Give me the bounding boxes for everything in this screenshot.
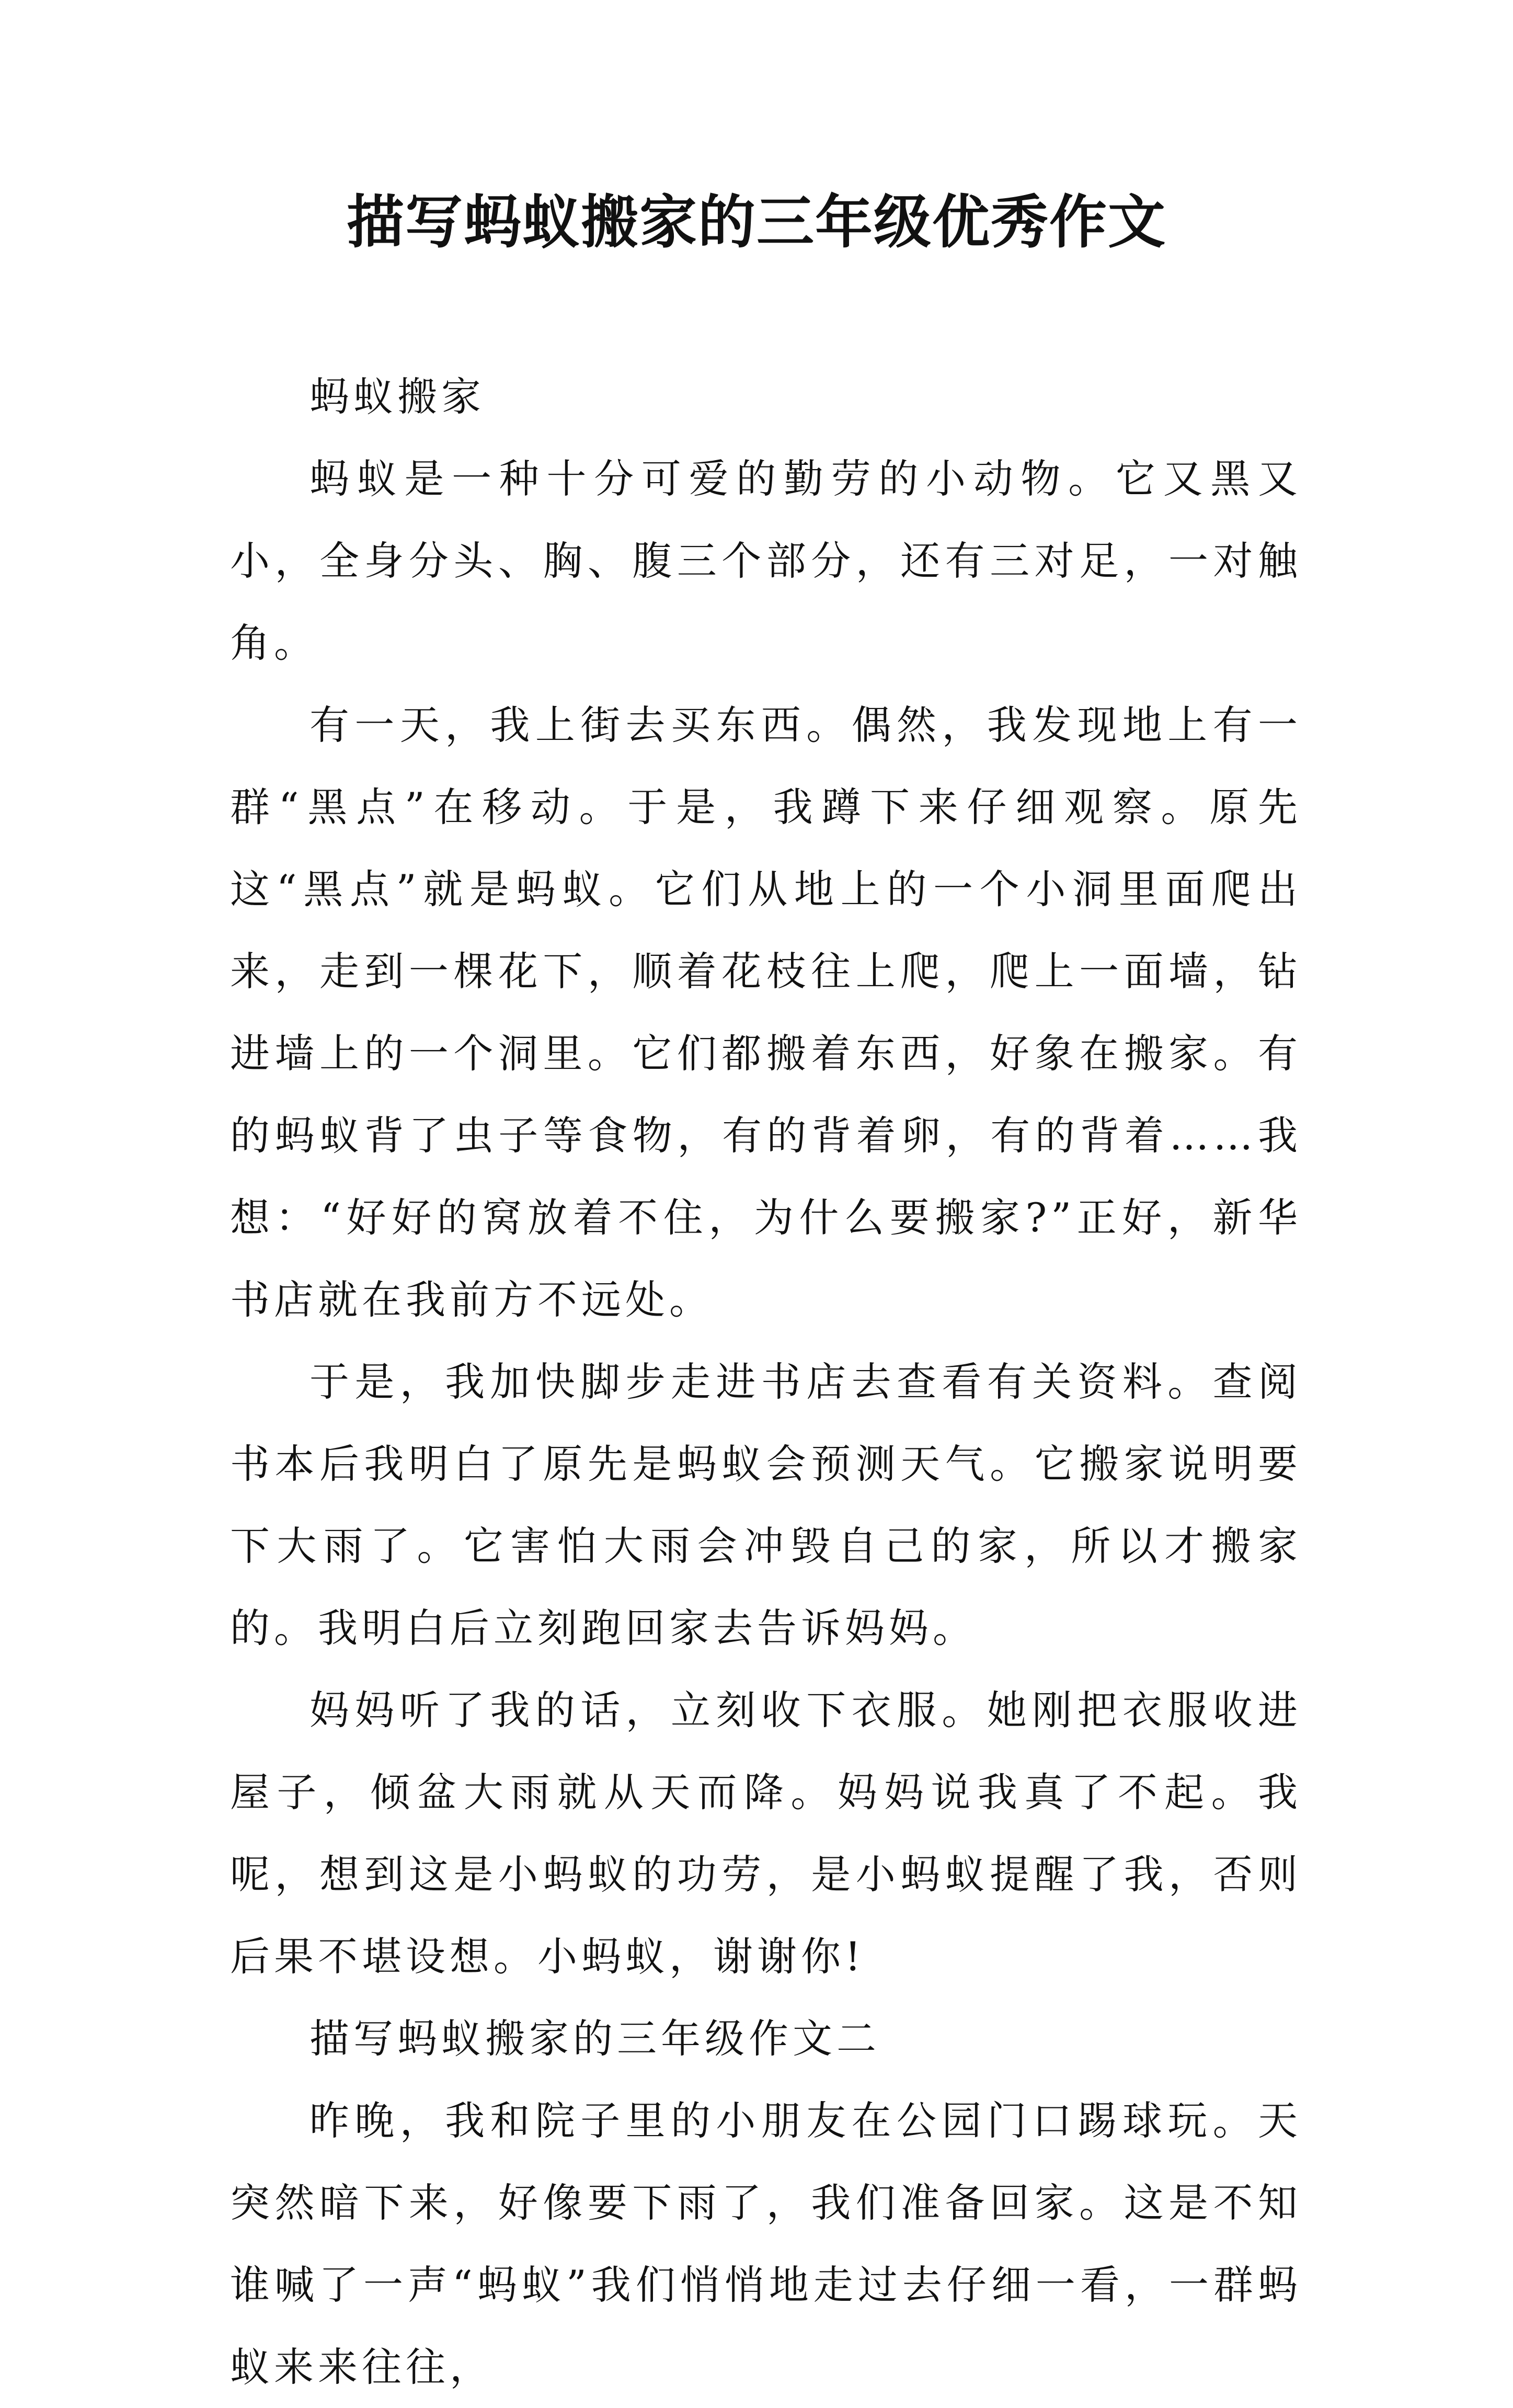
section-heading: 蚂蚁搬家: [310, 373, 485, 420]
section-heading: 描写蚂蚁搬家的三年级作文二: [310, 2015, 880, 2062]
paragraph: 昨晚，我和院子里的小朋友在公园门口踢球玩。天突然暗下来，好像要下雨了，我们准备回家。这是不知谁喊了一声“蚂蚁”我们悄悄地走过去仔细一看，一群蚂蚁来来往往，: [230, 2097, 1302, 2390]
paragraph: 蚂蚁是一种十分可爱的勤劳的小动物。它又黑又小，全身分头、胸、腹三个部分，还有三对足，一对触角。: [230, 455, 1302, 666]
paragraph: 有一天，我上街去买东西。偶然，我发现地上有一群“黑点”在移动。于是，我蹲下来仔细观察。原先这“黑点”就是蚂蚁。它们从地上的一个小洞里面爬出来，走到一棵花下，顺着花枝往上爬，爬上一面墙，钻进墙上的一个洞里。它们都搬着东西，好象在搬家。有的蚂蚁背了虫子等食物，有的背着卵，有的背着……我想：“好好的窝放着不住，为什么要搬家?”正好，新华书店就在我前方不远处。: [230, 702, 1302, 1323]
document-body: [230, 356, 1302, 2408]
document-title: 描写蚂蚁搬家的三年级优秀作文: [347, 188, 1166, 256]
paragraph: 妈妈听了我的话，立刻收下衣服。她刚把衣服收进屋子，倾盆大雨就从天而降。妈妈说我真了不起。我呢，想到这是小蚂蚁的功劳，是小蚂蚁提醒了我，否则后果不堪设想。小蚂蚁，谢谢你!: [230, 1687, 1302, 1980]
paragraph: 于是，我加快脚步走进书店去查看有关资料。查阅书本后我明白了原先是蚂蚁会预测天气。它搬家说明要下大雨了。它害怕大雨会冲毁自己的家，所以才搬家的。我明白后立刻跑回家去告诉妈妈。: [230, 1359, 1302, 1651]
